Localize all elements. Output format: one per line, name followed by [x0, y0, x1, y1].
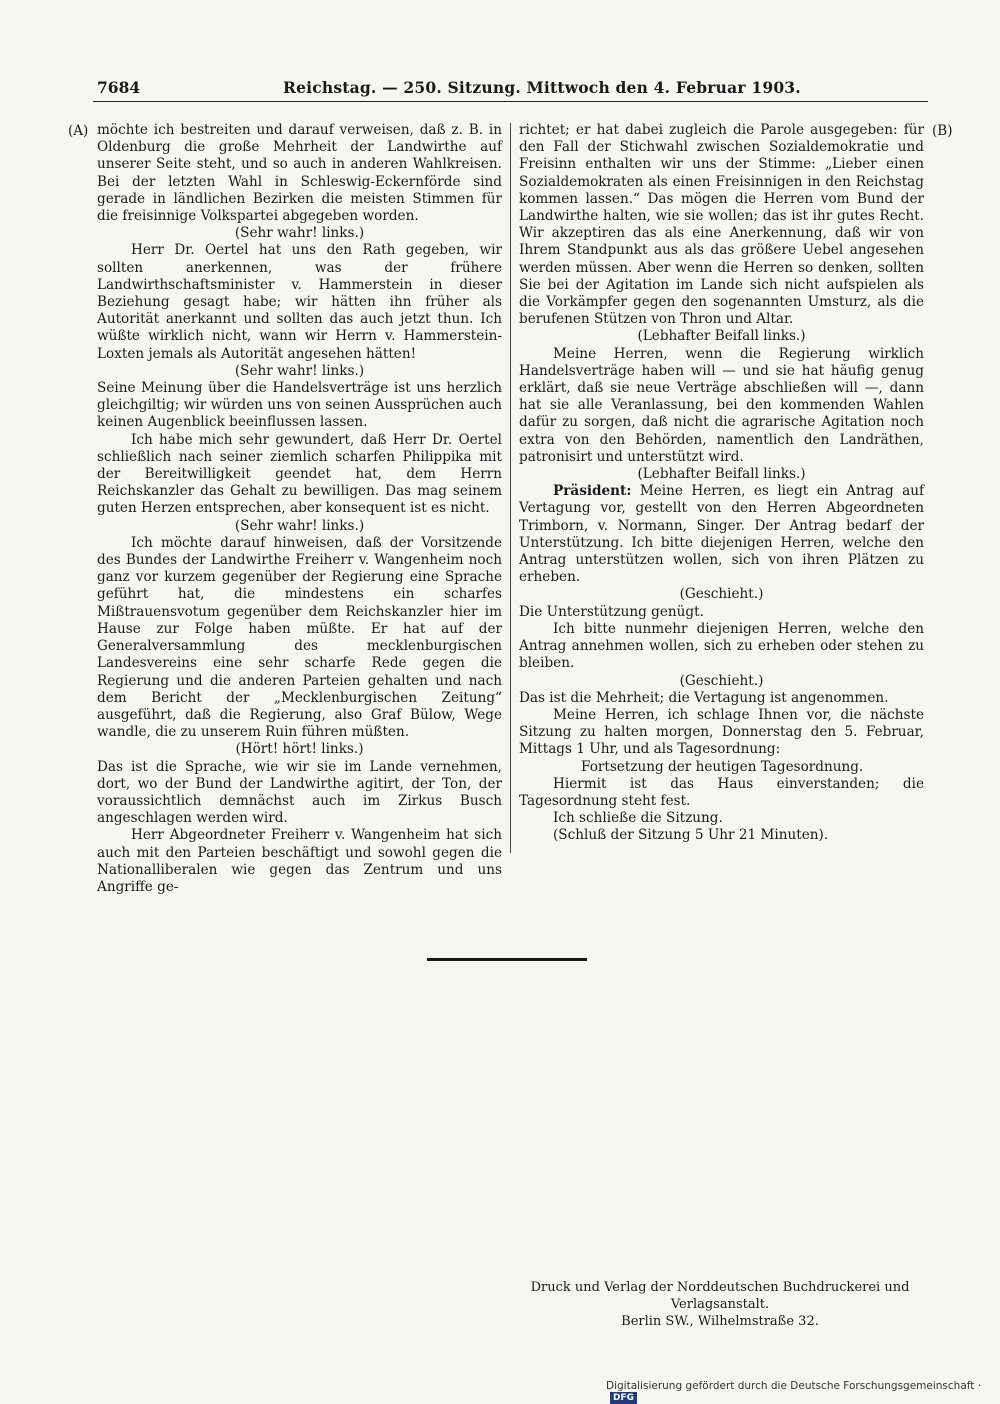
paragraph: Ich habe mich sehr gewundert, daß Herr Dr. Oertel schließlich nach seiner ziemlich scharfen Philippika mit der Bereitwilligkeit geendet hat, dem Herrn Reichskanzler das Gehalt zu bewilligen. Das mag seinem guten Herzen entsprechen, aber konsequent ist es nicht. [97, 431, 502, 517]
interjection: (Sehr wahr! links.) [234, 225, 365, 242]
paragraph: Herr Dr. Oertel hat uns den Rath gegeben, wir sollten anerkennen, was der frühere Landwirthschaftsminister v. Hammerstein in dieser Beziehung gesagt habe; wir hätten ihn früher als Autorität anerkannt und sollten das auch jetzt thun. Ich wüßte wirklich nicht, wann wir Herrn v. Hammerstein-Loxten jemals als Autorität angesehen hätten! [97, 242, 502, 362]
imprint [500, 1279, 940, 1330]
interjection: (Lebhafter Beifall links.) [637, 328, 806, 345]
paragraph: Ich schließe die Sitzung. [553, 810, 723, 827]
interjection: (Lebhafter Beifall links.) [637, 466, 806, 483]
paragraph: Das ist die Sprache, wie wir sie im Lande vernehmen, dort, wo der Bund der Landwirthe agitirt, der Ton, der voraussichtlich demnächst auch im Zirkus Busch angeschlagen werden wird. [97, 758, 502, 827]
header-rule [93, 101, 928, 102]
margin-marker-a: (A) [68, 123, 89, 139]
imprint-line: Berlin SW., Wilhelmstraße 32. [621, 1314, 819, 1329]
footer-text: Digitalisierung gefördert durch die Deutsche Forschungsgemeinschaft · [606, 1380, 982, 1392]
paragraph: Seine Meinung über die Handelsverträge ist uns herzlich gleichgiltig; wir würden uns von seinen Aussprüchen auch keinen Augenblick beeinflussen lassen. [97, 380, 502, 431]
left-column [97, 122, 502, 896]
paragraph: Hiermit ist das Haus einverstanden; die Tagesordnung steht fest. [519, 775, 924, 809]
paragraph: Ich möchte darauf hinweisen, daß der Vorsitzende des Bundes der Landwirthe Freiherr v. Wangenheim noch ganz vor kurzem gegenüber der Regierung eine Sprache geführt hat, die mindestens ein scharfes Mißtrauensvotum gegenüber dem Reichskanzler hier im Hause zur Folge haben müßte. Er hat auf der Generalversammlung des mecklenburgischen Landesvereins eine sehr scharfe Rede gegen die Regierung und die anderen Parteien gehalten und nach dem Bericht der „Mecklenburgischen Zeitung“ ausgeführt, daß die Regierung, also Graf Bülow, Wege wandle, die zu unserem Ruin führen müßten. [97, 534, 502, 741]
digitization-footer [606, 1380, 996, 1403]
dfg-logo: DFG [610, 1392, 637, 1404]
paragraph: Das ist die Mehrheit; die Vertagung ist angenommen. [519, 689, 889, 706]
interjection: (Geschieht.) [679, 672, 764, 689]
page-number: 7684 [97, 78, 141, 97]
imprint-line: Druck und Verlag der Norddeutschen Buchdruckerei und Verlagsanstalt. [530, 1280, 910, 1312]
paragraph: Herr Abgeordneter Freiherr v. Wangenheim hat sich auch mit den Parteien beschäftigt und sowohl gegen die Nationalliberalen wie gegen das Zentrum und uns Angriffe ge- [97, 827, 502, 895]
margin-marker-b: (B) [932, 123, 953, 139]
interjection: (Hört! hört! links.) [235, 741, 364, 758]
closing-note: (Schluß der Sitzung 5 Uhr 21 Minuten). [553, 827, 829, 844]
paragraph: möchte ich bestreiten und darauf verweisen, daß z. B. in Oldenburg die große Mehrheit der Landwirthe auf unserer Seite steht, und so auch in anderen Wahlkreisen. Bei der letzten Wahl in Schleswig-Eckernförde sind gerade in ländlichen Bezirken die meisten Stimmen für die freisinnige Volkspartei abgegeben worden. [97, 122, 502, 225]
right-column [519, 122, 924, 845]
interjection: (Sehr wahr! links.) [234, 362, 365, 379]
running-title: Reichstag. — 250. Sitzung. Mittwoch den 4. Februar 1903. [283, 78, 801, 97]
column-divider [510, 123, 511, 853]
interjection: (Geschieht.) [679, 586, 764, 603]
paragraph: richtet; er hat dabei zugleich die Parole ausgegeben: für den Fall der Stichwahl zwischen Sozialdemokratie und Freisinn enthalten wir uns der Stimme: „Lieber einen Sozialdemokraten als einen Freisinnigen in den Reichstag kommen lassen.“ Das mögen die Herren vom Bund der Landwirthe halten, wie sie wollen; das ist ihr gutes Recht. Wir akzeptiren das als eine Anerkennung, daß wir von Ihrem Standpunkt aus als das größere Uebel angesehen werden müssen. Aber wenn die Herren so denken, sollten Sie bei der Agitation im Lande sich nicht aufspielen als die Vorkämpfer gegen den sogenannten Umsturz, als die berufenen Stützen von Thron und Altar. [519, 122, 924, 328]
paragraph: Meine Herren, ich schlage Ihnen vor, die nächste Sitzung zu halten morgen, Donnerstag den 5. Februar, Mittags 1 Uhr, und als Tagesordnung: [519, 706, 924, 758]
president-statement [519, 483, 924, 586]
statement-text: Meine Herren, es liegt ein Antrag auf Vertagung vor, gestellt von den Herren Abgeordneten Trimborn, v. Normann, Singer. Der Antrag bedarf der Unterstützung. Ich bitte diejenigen Herren, welche den Antrag unterstützen wollen, sich von ihren Plätzen zu erheben. [519, 483, 924, 586]
paragraph: Die Unterstützung genügt. [519, 603, 704, 620]
interjection: (Sehr wahr! links.) [234, 517, 365, 534]
paragraph: Ich bitte nunmehr diejenigen Herren, welche den Antrag annehmen wollen, sich zu erheben oder stehen zu bleiben. [519, 620, 924, 672]
page-header [93, 78, 928, 100]
speaker-label: Präsident: [553, 483, 632, 500]
end-rule [427, 958, 587, 961]
agenda-item: Fortsetzung der heutigen Tagesordnung. [581, 758, 864, 775]
paragraph: Meine Herren, wenn die Regierung wirklich Handelsverträge haben will — und sie hat häufig genug erklärt, daß sie neue Verträge abschließen will —, dann hat sie alle Veranlassung, bei den kommenden Wahlen dafür zu sorgen, daß nicht die agrarische Agitation noch extra von den Behörden, namentlich den Landräthen, patronisirt und unterstützt wird. [519, 345, 924, 465]
